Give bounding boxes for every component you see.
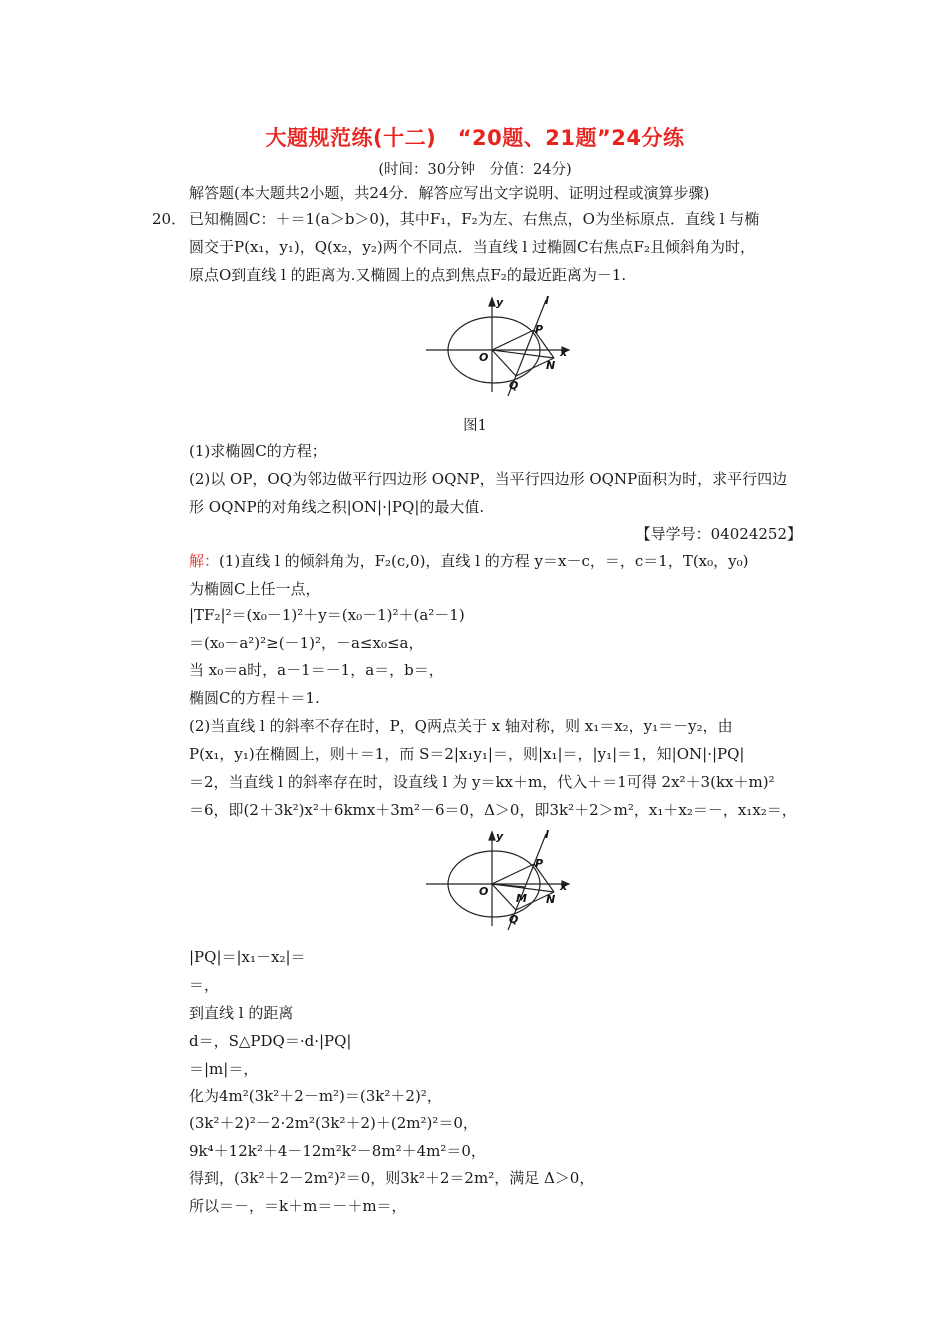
time-score-subtitle: (时间：30分钟 分值：24分) <box>378 162 572 178</box>
solution-label: 解： <box>189 552 220 570</box>
guide-number: 【导学号：04024252】 <box>635 525 802 543</box>
label-l: l <box>545 294 549 307</box>
solution-line: ＝2，当直线 l 的斜率存在时，设直线 l 为 y＝kx＋m，代入＋＝1可得 2x²＋3(kx＋m)² <box>189 773 775 791</box>
solution-line: 化为4m²(3k²＋2－m²)＝(3k²＋2)²， <box>189 1087 442 1105</box>
label-O: O <box>479 351 489 364</box>
label-x: x <box>560 346 568 359</box>
solution-line: ＝(x₀－a²)²≥(－1)²，－a≤x₀≤a， <box>189 634 424 652</box>
problem-line: 已知椭圆C：＋＝1(a＞b＞0)，其中F₁，F₂为左、右焦点，O为坐标原点．直线 l 与椭 <box>189 210 760 228</box>
part-1-question: (1)求椭圆C的方程； <box>189 442 327 460</box>
solution-line: ＝6，即(2＋3k²)x²＋6kmx＋3m²－6＝0，Δ＞0，即3k²＋2＞m²，x₁＋x₂＝－，x₁x₂＝， <box>189 801 797 819</box>
solution-text: (1)直线 l 的倾斜角为，F₂(c,0)，直线 l 的方程 y＝x－c，＝，c＝1，T(x₀，y₀) <box>219 552 749 570</box>
label-N: N <box>546 359 556 372</box>
label-P: P <box>535 857 544 870</box>
label-N: N <box>546 893 556 906</box>
solution-line: 9k⁴＋12k²＋4－12m²k²－8m²＋4m²＝0， <box>189 1142 486 1160</box>
label-y: y <box>496 296 504 309</box>
figure-1-ellipse-diagram <box>424 292 574 400</box>
solution-line: 椭圆C的方程＋＝1. <box>189 689 320 707</box>
label-Q: Q <box>509 913 519 926</box>
solution-line: 当 x₀＝a时，a－1＝－1，a＝，b＝， <box>189 661 444 679</box>
label-O: O <box>479 885 489 898</box>
label-M: M <box>516 892 527 905</box>
label-Q: Q <box>509 379 519 392</box>
solution-line: ＝|m|＝， <box>189 1060 259 1078</box>
solution-line: 到直线 l 的距离 <box>189 1004 294 1022</box>
label-y: y <box>496 830 504 843</box>
solution-line: P(x₁，y₁)在椭圆上，则＋＝1，而 S＝2|x₁y₁|＝，则|x₁|＝，|y₁|＝1，知|ON|·|PQ| <box>189 745 745 763</box>
figure-1-caption: 图1 <box>463 418 487 434</box>
solution-line: 得到，(3k²＋2－2m²)²＝0，则3k²＋2＝2m²，满足 Δ＞0， <box>189 1169 595 1187</box>
section-instructions: 解答题(本大题共2小题，共24分．解答应写出文字说明、证明过程或演算步骤) <box>189 184 710 202</box>
problem-line: 原点O到直线 l 的距离为.又椭圆上的点到焦点F₂的最近距离为－1. <box>189 266 627 284</box>
page-title: 大题规范练(十二) “20题、21题”24分练 <box>265 126 685 150</box>
segment-OQ <box>492 884 516 910</box>
y-axis-arrow <box>489 832 495 840</box>
part-2-question: (2)以 OP，OQ为邻边做平行四边形 OQNP，当平行四边形 OQNP面积为时，求平行四边 <box>189 470 788 488</box>
label-x: x <box>560 880 568 893</box>
solution-line: |PQ|＝|x₁－x₂|＝ <box>189 948 306 966</box>
label-P: P <box>535 323 544 336</box>
part-2-question: 形 OQNP的对角线之积|ON|·|PQ|的最大值. <box>189 498 485 516</box>
solution-first-line <box>189 551 749 571</box>
solution-line: (3k²＋2)²－2·2m²(3k²＋2)＋(2m²)²＝0， <box>189 1114 478 1132</box>
problem-number: 20． <box>152 210 187 228</box>
figure-2-ellipse-diagram <box>424 826 574 934</box>
solution-line: 所以＝－，＝k＋m＝－＋m＝， <box>189 1197 407 1215</box>
solution-line: 为椭圆C上任一点， <box>189 580 321 598</box>
solution-line: |TF₂|²＝(x₀－1)²＋y＝(x₀－1)²＋(a²－1) <box>189 606 465 624</box>
segment-OQ <box>492 350 516 376</box>
solution-line: d＝，S△PDQ＝·d·|PQ| <box>189 1032 352 1050</box>
solution-line: (2)当直线 l 的斜率不存在时，P，Q两点关于 x 轴对称，则 x₁＝x₂，y₁＝－y₂，由 <box>189 717 733 735</box>
label-l: l <box>545 828 549 841</box>
solution-line: ＝， <box>189 976 220 994</box>
problem-line: 圆交于P(x₁，y₁)，Q(x₂，y₂)两个不同点．当直线 l 过椭圆C右焦点F₂且倾斜角为时， <box>189 238 755 256</box>
y-axis-arrow <box>489 298 495 306</box>
